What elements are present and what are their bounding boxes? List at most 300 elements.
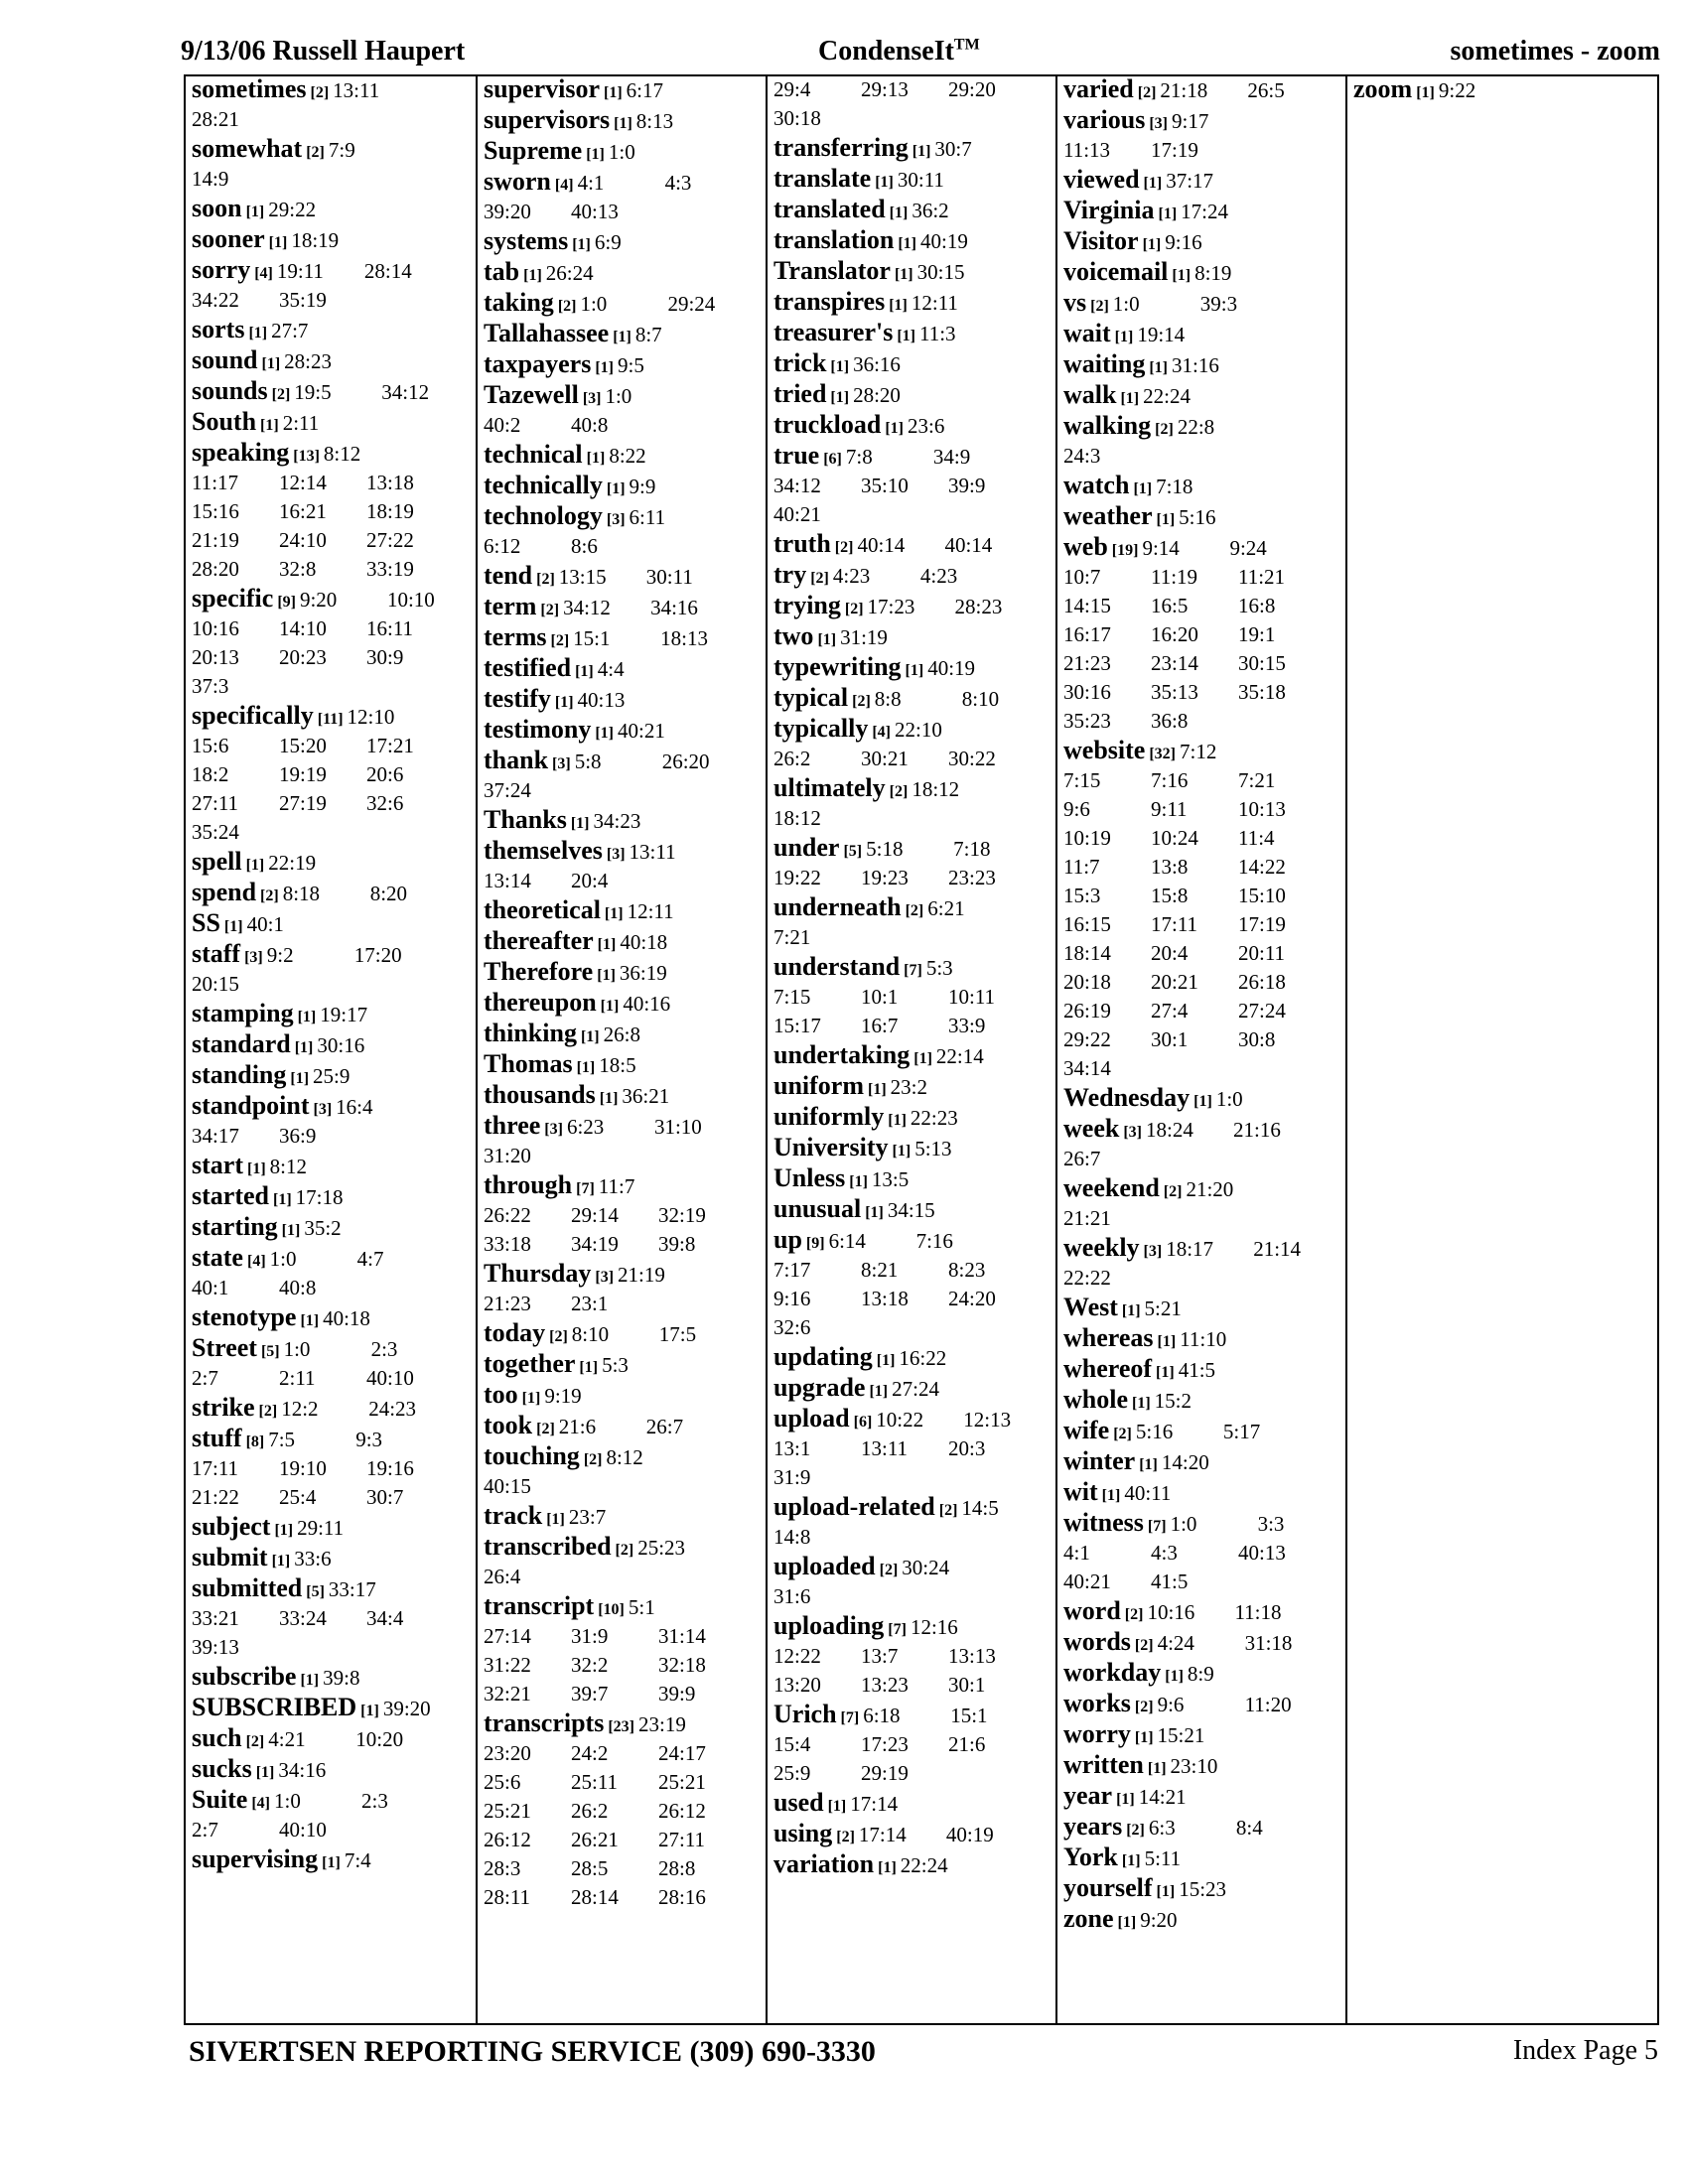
page-line-ref: 11:17 bbox=[192, 471, 239, 494]
page-line-refs bbox=[872, 1167, 959, 1191]
page-line-ref: 2:7 bbox=[192, 1818, 218, 1842]
page-line-ref: 17:14 bbox=[858, 1823, 907, 1846]
page-line-ref: 40:13 bbox=[571, 200, 619, 223]
occurrence-count: [1] bbox=[830, 389, 850, 406]
index-term: spell bbox=[192, 847, 242, 876]
page-line-ref: 28:20 bbox=[853, 383, 901, 407]
page-line-refs bbox=[573, 626, 748, 650]
page-line-refs bbox=[1188, 1662, 1275, 1686]
index-entry bbox=[773, 1790, 1055, 1820]
index-term: whereof bbox=[1063, 1354, 1153, 1383]
page-line-refs bbox=[1155, 1389, 1242, 1413]
page-line-ref: 39:8 bbox=[658, 1232, 696, 1256]
index-term: supervisors bbox=[484, 105, 611, 134]
page-line-ref: 40:10 bbox=[366, 1366, 414, 1390]
index-term: stamping bbox=[192, 999, 294, 1027]
index-entry bbox=[484, 928, 766, 958]
occurrence-count: [1] bbox=[1132, 1395, 1151, 1412]
page-line-ref: 27:7 bbox=[271, 319, 309, 342]
page-line-ref: 2:11 bbox=[279, 1366, 316, 1390]
index-term: word bbox=[1063, 1596, 1121, 1625]
occurrence-count: [5] bbox=[306, 1583, 325, 1600]
page-line-ref: 11:4 bbox=[1238, 826, 1275, 850]
index-term: wit bbox=[1063, 1477, 1098, 1506]
index-term: uniformly bbox=[773, 1102, 885, 1131]
index-entry bbox=[484, 107, 766, 137]
index-entry bbox=[1063, 76, 1345, 106]
index-entry bbox=[192, 1153, 476, 1182]
index-term: SUBSCRIBED bbox=[192, 1693, 357, 1721]
page-line-ref: 11:13 bbox=[1063, 138, 1111, 162]
page-line-ref: 18:17 bbox=[1166, 1237, 1214, 1261]
page-line-ref: 15:1 bbox=[950, 1704, 988, 1727]
page-line-ref: 14:10 bbox=[279, 616, 327, 640]
index-term: whole bbox=[1063, 1385, 1128, 1414]
page-line-refs bbox=[1165, 230, 1252, 254]
page-line-ref: 39:3 bbox=[1199, 292, 1238, 316]
index-term: waiting bbox=[1063, 349, 1146, 378]
occurrence-count: [1] bbox=[1117, 1914, 1137, 1931]
index-entry bbox=[773, 166, 1055, 196]
page-line-refs bbox=[563, 596, 738, 619]
occurrence-count: [1] bbox=[1193, 1093, 1212, 1110]
page-line-refs bbox=[917, 260, 1005, 284]
page-line-ref: 40:10 bbox=[279, 1818, 327, 1842]
index-entry bbox=[1063, 1783, 1345, 1813]
page-line-refs bbox=[912, 291, 999, 315]
occurrence-count: [1] bbox=[290, 1070, 310, 1087]
index-term: spend bbox=[192, 878, 257, 906]
page-line-ref: 12:11 bbox=[627, 899, 674, 923]
occurrence-count: [1] bbox=[580, 1028, 600, 1045]
page-line-refs bbox=[271, 319, 358, 342]
page-line-ref: 37:24 bbox=[484, 778, 531, 802]
page-line-refs bbox=[268, 198, 355, 221]
page-line-ref: 2:3 bbox=[370, 1337, 398, 1361]
index-entry bbox=[1063, 1721, 1345, 1751]
page-line-refs bbox=[1158, 1693, 1333, 1716]
occurrence-count: [1] bbox=[300, 1672, 320, 1689]
index-entry bbox=[484, 1261, 766, 1319]
index-entry bbox=[192, 1695, 476, 1724]
page-line-ref: 37:17 bbox=[1166, 169, 1214, 193]
page-line-ref: 21:20 bbox=[1186, 1177, 1234, 1201]
index-term: sooner bbox=[192, 224, 265, 253]
page-line-ref: 7:15 bbox=[1063, 768, 1101, 792]
index-term: varied bbox=[1063, 76, 1134, 103]
occurrence-count: [2] bbox=[549, 1328, 568, 1345]
index-term: Urich bbox=[773, 1700, 837, 1728]
index-entry bbox=[484, 351, 766, 381]
page-line-ref: 13:1 bbox=[773, 1436, 811, 1460]
index-entry bbox=[773, 1494, 1055, 1553]
occurrence-count: [1] bbox=[599, 1090, 619, 1107]
page-line-ref: 8:21 bbox=[861, 1258, 899, 1282]
index-term: subscribe bbox=[192, 1662, 297, 1691]
index-entry bbox=[773, 1851, 1055, 1881]
index-entry bbox=[484, 1021, 766, 1050]
index-entry bbox=[484, 1051, 766, 1081]
page-line-ref: 40:2 bbox=[484, 413, 521, 437]
index-term: taking bbox=[484, 288, 554, 317]
page-line-ref: 24:17 bbox=[658, 1741, 706, 1765]
index-term: Visitor bbox=[1063, 226, 1139, 255]
page-line-ref: 7:17 bbox=[773, 1258, 811, 1282]
index-entry bbox=[773, 76, 1055, 134]
page-line-ref: 4:1 bbox=[1063, 1541, 1090, 1565]
occurrence-count: [2] bbox=[844, 601, 864, 617]
index-entry bbox=[484, 1320, 766, 1350]
page-line-ref: 14:8 bbox=[773, 1525, 811, 1549]
index-term: zoom bbox=[1353, 76, 1413, 103]
page-line-refs bbox=[602, 1353, 689, 1377]
occurrence-count: [1] bbox=[889, 205, 909, 221]
header-date-witness: 9/13/06 Russell Haupert bbox=[181, 36, 466, 67]
index-entry bbox=[1063, 1235, 1345, 1294]
index-entry bbox=[192, 1062, 476, 1092]
page-line-refs bbox=[618, 719, 705, 743]
index-term: upload-related bbox=[773, 1492, 935, 1521]
page-line-refs bbox=[927, 656, 1015, 680]
page-line-ref: 15:2 bbox=[1154, 1389, 1192, 1413]
index-term: trick bbox=[773, 348, 827, 377]
page-line-ref: 17:5 bbox=[658, 1322, 697, 1346]
index-term: sworn bbox=[484, 167, 551, 196]
occurrence-count: [1] bbox=[248, 325, 268, 341]
page-line-ref: 1:0 bbox=[283, 1337, 311, 1361]
occurrence-count: [2] bbox=[1134, 1637, 1154, 1654]
page-number: Index Page 5 bbox=[1512, 2035, 1658, 2066]
page-line-ref: 39:7 bbox=[571, 1682, 609, 1706]
page-line-ref: 28:14 bbox=[571, 1885, 619, 1909]
page-line-ref: 7:15 bbox=[773, 985, 811, 1009]
page-line-refs bbox=[1181, 200, 1268, 223]
index-entry bbox=[484, 594, 766, 623]
page-line-refs bbox=[623, 992, 710, 1016]
index-entry bbox=[1063, 107, 1345, 166]
index-entry bbox=[773, 685, 1055, 715]
index-term: voicemail bbox=[1063, 257, 1169, 286]
page-line-ref: 30:15 bbox=[1238, 651, 1286, 675]
page-line-ref: 13:23 bbox=[861, 1673, 909, 1697]
index-entry bbox=[192, 880, 476, 909]
index-entry bbox=[192, 1575, 476, 1663]
index-term: testified bbox=[484, 653, 572, 682]
index-term: Unless bbox=[773, 1163, 846, 1192]
occurrence-count: [9] bbox=[277, 594, 296, 611]
page-line-ref: 1:0 bbox=[1112, 292, 1140, 316]
page-line-ref: 23:1 bbox=[571, 1292, 609, 1315]
page-line-ref: 28:23 bbox=[954, 595, 1003, 618]
page-line-refs bbox=[899, 1346, 986, 1370]
index-entry bbox=[1063, 1356, 1345, 1386]
page-line-ref: 20:3 bbox=[948, 1436, 986, 1460]
index-entry bbox=[484, 503, 766, 562]
page-line-refs bbox=[268, 1727, 443, 1751]
page-line-refs bbox=[901, 1853, 988, 1877]
index-term: witness bbox=[1063, 1508, 1144, 1537]
occurrence-count: [1] bbox=[1116, 1791, 1135, 1808]
index-entry bbox=[484, 1413, 766, 1442]
page-line-ref: 8:18 bbox=[282, 882, 321, 905]
page-line-ref: 20:18 bbox=[1063, 970, 1111, 994]
page-line-ref: 4:23 bbox=[832, 564, 871, 588]
page-line-ref: 9:16 bbox=[1165, 230, 1202, 254]
index-entry bbox=[1063, 228, 1345, 258]
page-line-ref: 26:2 bbox=[773, 747, 811, 770]
index-term: variation bbox=[773, 1849, 875, 1878]
occurrence-count: [1] bbox=[1101, 1487, 1121, 1504]
page-line-ref: 9:6 bbox=[1157, 1693, 1185, 1716]
page-line-refs bbox=[1439, 78, 1526, 102]
page-line-ref: 18:2 bbox=[192, 762, 229, 786]
page-line-ref: 15:6 bbox=[192, 734, 229, 757]
page-line-ref: 4:1 bbox=[577, 171, 605, 195]
occurrence-count: [1] bbox=[281, 1222, 301, 1239]
page-line-ref: 9:20 bbox=[1140, 1908, 1178, 1932]
page-line-refs bbox=[635, 323, 723, 346]
page-line-ref: 22:22 bbox=[1063, 1266, 1111, 1290]
index-term: understand bbox=[773, 952, 901, 981]
page-line-ref: 6:9 bbox=[594, 230, 622, 254]
page-line-ref: 11:7 bbox=[1063, 855, 1100, 879]
index-entry bbox=[773, 320, 1055, 349]
index-term: Street bbox=[192, 1333, 257, 1362]
page-line-ref: 40:1 bbox=[192, 1276, 229, 1299]
occurrence-count: [1] bbox=[604, 84, 623, 101]
page-line-refs bbox=[936, 1044, 1024, 1068]
index-term: years bbox=[1063, 1812, 1123, 1841]
index-entry bbox=[773, 1135, 1055, 1164]
index-entry bbox=[192, 1787, 476, 1845]
occurrence-count: [1] bbox=[1120, 390, 1140, 407]
occurrence-count: [1] bbox=[894, 266, 913, 283]
page-line-ref: 29:19 bbox=[861, 1761, 909, 1785]
page-line-ref: 22:24 bbox=[1143, 384, 1191, 408]
index-entry bbox=[1063, 413, 1345, 472]
occurrence-count: [1] bbox=[523, 267, 542, 284]
page-line-ref: 16:17 bbox=[1063, 622, 1111, 646]
occurrence-count: [2] bbox=[1126, 1822, 1145, 1839]
page-line-ref: 30:7 bbox=[934, 137, 972, 161]
index-term: ultimately bbox=[773, 773, 886, 802]
page-line-ref: 24:3 bbox=[1063, 444, 1101, 468]
occurrence-count: [4] bbox=[872, 724, 891, 741]
page-line-ref: 23:19 bbox=[637, 1712, 686, 1736]
occurrence-count: [6] bbox=[853, 1414, 873, 1431]
page-line-refs bbox=[284, 349, 371, 373]
page-line-ref: 5:21 bbox=[1144, 1297, 1182, 1320]
page-line-ref: 30:7 bbox=[366, 1485, 404, 1509]
occurrence-count: [1] bbox=[246, 1160, 266, 1177]
page-line-refs bbox=[1179, 1877, 1266, 1901]
page-line-ref: 33:6 bbox=[294, 1547, 332, 1570]
page-line-ref: 21:6 bbox=[948, 1732, 986, 1756]
index-column-4 bbox=[1055, 76, 1345, 2023]
page-line-ref: 32:8 bbox=[279, 557, 317, 581]
occurrence-count: [2] bbox=[550, 632, 570, 649]
index-term: stenotype bbox=[192, 1302, 297, 1331]
index-column-5 bbox=[1345, 76, 1657, 2023]
page-line-refs bbox=[268, 851, 355, 875]
page-line-refs bbox=[1179, 1358, 1266, 1382]
page-line-ref: 12:13 bbox=[963, 1408, 1012, 1432]
occurrence-count: [2] bbox=[852, 693, 871, 710]
occurrence-count: [1] bbox=[1172, 267, 1192, 284]
page-line-refs bbox=[1136, 1420, 1311, 1443]
occurrence-count: [3] bbox=[606, 846, 626, 863]
index-entry bbox=[484, 686, 766, 716]
occurrence-count: [1] bbox=[272, 1191, 292, 1208]
index-term: took bbox=[484, 1411, 533, 1439]
page-line-ref: 13:18 bbox=[861, 1287, 909, 1310]
page-line-ref: 35:19 bbox=[279, 288, 327, 312]
index-term: typewriting bbox=[773, 652, 902, 681]
occurrence-count: [1] bbox=[1142, 236, 1162, 253]
occurrence-count: [23] bbox=[608, 1718, 634, 1735]
index-term: Virginia bbox=[1063, 196, 1155, 224]
page-line-ref: 8:7 bbox=[634, 323, 662, 346]
occurrence-count: [1] bbox=[546, 1511, 565, 1528]
page-line-ref: 36:16 bbox=[853, 352, 901, 376]
index-entry bbox=[192, 703, 476, 848]
page-line-ref: 39:20 bbox=[484, 200, 531, 223]
page-line-ref: 31:9 bbox=[773, 1465, 811, 1489]
occurrence-count: [1] bbox=[595, 725, 614, 742]
page-line-ref: 30:24 bbox=[902, 1556, 950, 1579]
index-entry bbox=[484, 624, 766, 654]
index-term: supervising bbox=[192, 1844, 319, 1873]
page-line-refs bbox=[773, 77, 1036, 130]
index-entry bbox=[1063, 473, 1345, 502]
page-line-ref: 20:4 bbox=[1151, 941, 1189, 965]
page-line-ref: 16:15 bbox=[1063, 912, 1111, 936]
page-line-refs bbox=[323, 1666, 410, 1690]
page-line-refs bbox=[868, 595, 1043, 618]
index-entry bbox=[1063, 321, 1345, 350]
page-line-ref: 19:14 bbox=[1137, 323, 1186, 346]
page-line-ref: 13:15 bbox=[558, 565, 607, 589]
page-line-ref: 26:2 bbox=[571, 1799, 609, 1823]
page-line-ref: 19:23 bbox=[861, 866, 909, 889]
index-entry bbox=[484, 1710, 766, 1913]
page-line-refs bbox=[1137, 323, 1224, 346]
index-term: transcripts bbox=[484, 1708, 605, 1737]
index-term: standing bbox=[192, 1060, 287, 1089]
index-term: thereupon bbox=[484, 988, 597, 1017]
page-line-refs bbox=[1179, 505, 1266, 529]
index-term: stuff bbox=[192, 1424, 242, 1452]
index-entry bbox=[1063, 1691, 1345, 1720]
page-line-ref: 26:19 bbox=[1063, 999, 1111, 1023]
index-term: Tazewell bbox=[484, 380, 579, 409]
index-term: using bbox=[773, 1819, 833, 1847]
page-line-ref: 12:22 bbox=[773, 1644, 821, 1668]
occurrence-count: [2] bbox=[1134, 1699, 1154, 1715]
index-entry bbox=[192, 1335, 476, 1394]
occurrence-count: [10] bbox=[598, 1601, 625, 1618]
page-line-ref: 13:18 bbox=[366, 471, 414, 494]
page-line-ref: 19:22 bbox=[773, 866, 821, 889]
page-line-ref: 9:16 bbox=[773, 1287, 811, 1310]
page-line-ref: 23:20 bbox=[484, 1741, 531, 1765]
page-line-ref: 8:6 bbox=[571, 534, 598, 558]
page-line-ref: 39:9 bbox=[658, 1682, 696, 1706]
page-line-ref: 7:9 bbox=[328, 138, 355, 162]
page-line-refs bbox=[919, 322, 1007, 345]
page-line-ref: 41:5 bbox=[1178, 1358, 1216, 1382]
index-entry bbox=[773, 289, 1055, 319]
index-term: unusual bbox=[773, 1194, 862, 1223]
page-line-refs bbox=[1156, 475, 1243, 498]
index-term: sorry bbox=[192, 255, 251, 284]
occurrence-count: [1] bbox=[245, 857, 265, 874]
page-line-ref: 40:13 bbox=[1238, 1541, 1286, 1565]
page-line-ref: 22:23 bbox=[910, 1106, 958, 1130]
page-line-ref: 33:17 bbox=[328, 1577, 376, 1601]
page-line-ref: 11:10 bbox=[1180, 1327, 1227, 1351]
page-line-ref: 4:23 bbox=[919, 564, 958, 588]
index-term: taxpayers bbox=[484, 349, 592, 378]
index-term: West bbox=[1063, 1293, 1118, 1321]
index-term: together bbox=[484, 1349, 576, 1378]
page-line-ref: 40:16 bbox=[623, 992, 671, 1016]
page-line-ref: 2:11 bbox=[282, 411, 320, 435]
page-line-ref: 36:9 bbox=[279, 1124, 317, 1148]
index-entry bbox=[484, 807, 766, 837]
index-term: started bbox=[192, 1181, 269, 1210]
index-term: sounds bbox=[192, 376, 268, 405]
page-line-ref: 13:20 bbox=[773, 1673, 821, 1697]
index-entry bbox=[773, 835, 1055, 893]
page-line-refs bbox=[270, 1155, 357, 1178]
page-line-ref: 6:18 bbox=[863, 1704, 901, 1727]
occurrence-count: [1] bbox=[865, 1204, 884, 1221]
page-line-refs bbox=[853, 352, 940, 376]
page-line-ref: 19:1 bbox=[1238, 622, 1276, 646]
page-line-ref: 4:3 bbox=[1151, 1541, 1178, 1565]
page-line-ref: 27:22 bbox=[366, 528, 414, 552]
index-entry bbox=[773, 227, 1055, 257]
index-term: transcribed bbox=[484, 1532, 612, 1561]
page-line-ref: 16:20 bbox=[1151, 622, 1198, 646]
occurrence-count: [1] bbox=[360, 1703, 379, 1719]
page-line-ref: 26:4 bbox=[484, 1565, 521, 1588]
page-line-refs bbox=[892, 1377, 979, 1401]
page-line-ref: 1:0 bbox=[269, 1247, 297, 1271]
occurrence-count: [2] bbox=[583, 1451, 603, 1468]
page-line-ref: 30:11 bbox=[645, 565, 693, 589]
occurrence-count: [1] bbox=[1121, 1302, 1141, 1319]
index-term: trying bbox=[773, 591, 841, 619]
occurrence-count: [2] bbox=[540, 602, 560, 618]
occurrence-count: [3] bbox=[1123, 1124, 1142, 1141]
page-line-refs bbox=[383, 1697, 471, 1720]
page-line-ref: 28:20 bbox=[192, 557, 239, 581]
page-line-ref: 32:2 bbox=[571, 1653, 609, 1677]
page-line-ref: 10:24 bbox=[1151, 826, 1198, 850]
page-line-refs bbox=[1162, 1450, 1249, 1474]
occurrence-count: [2] bbox=[834, 539, 854, 556]
index-entry bbox=[773, 954, 1055, 1041]
index-term: Supreme bbox=[484, 136, 583, 165]
index-entry bbox=[192, 76, 476, 135]
index-term: underneath bbox=[773, 892, 902, 921]
page-line-ref: 7:21 bbox=[1238, 768, 1276, 792]
index-entry bbox=[1063, 1116, 1345, 1174]
occurrence-count: [2] bbox=[258, 1403, 278, 1420]
page-line-ref: 1:0 bbox=[1170, 1512, 1197, 1536]
